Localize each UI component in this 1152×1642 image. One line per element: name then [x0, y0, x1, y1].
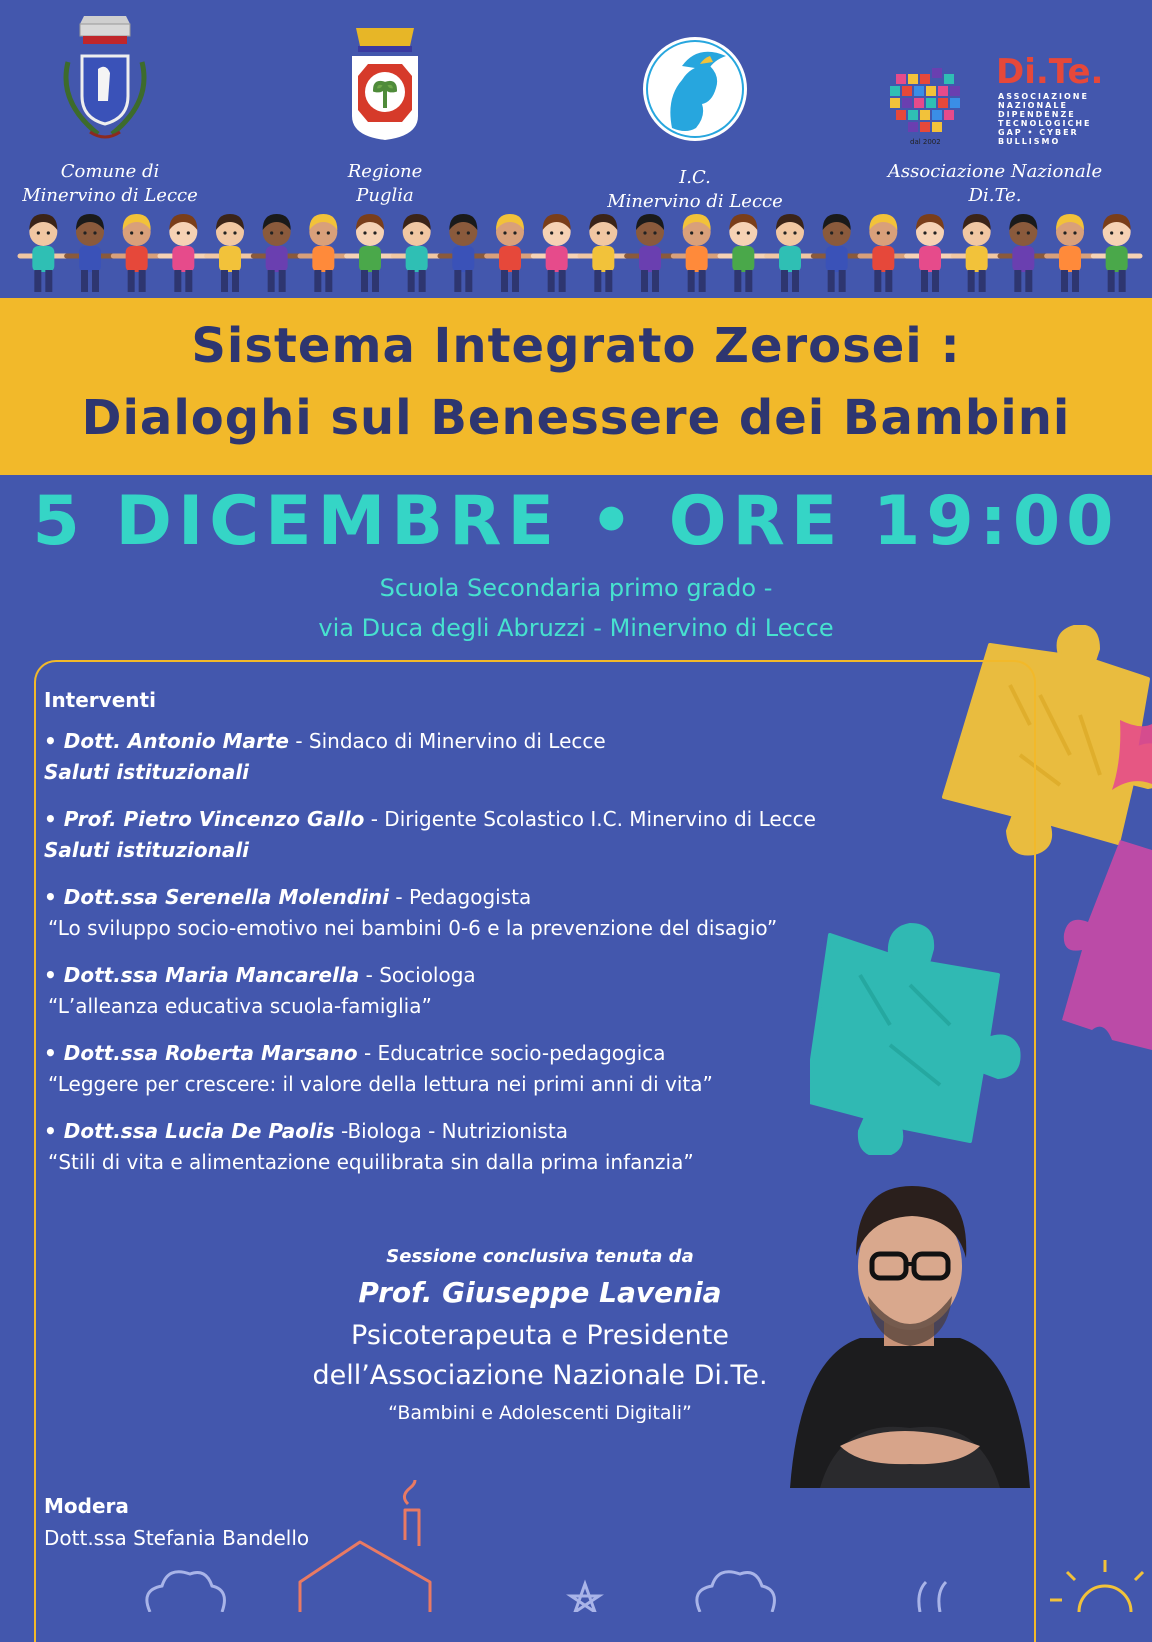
- child-figure: [487, 214, 534, 292]
- regione-puglia-logo: [350, 24, 420, 142]
- speaker-subtitle: Saluti istituzionali: [44, 838, 250, 862]
- logo-caption-ic: [595, 166, 795, 214]
- caption-line: Minervino di Lecce: [22, 185, 198, 206]
- logo-caption-comune: [10, 160, 210, 208]
- child-figure: [907, 214, 954, 292]
- dite-mosaic-logo: [888, 54, 970, 146]
- talk-title: “L’alleanza educativa scuola-famiglia”: [48, 994, 432, 1018]
- child-figure: [67, 214, 114, 292]
- dite-brand: Di.Te.: [996, 52, 1104, 92]
- speaker-item: [44, 804, 816, 866]
- title-line-2: Dialoghi sul Benessere dei Bambini: [81, 390, 1071, 446]
- closing-intro: Sessione conclusiva tenuta da: [386, 1246, 694, 1267]
- child-figure: [533, 214, 580, 292]
- dite-line: NAZIONALE: [998, 101, 1068, 110]
- speaker-name: • Dott. Antonio Marte: [44, 729, 289, 753]
- caption-line: Puglia: [356, 185, 414, 206]
- moderator-name: Dott.ssa Stefania Bandello: [44, 1526, 310, 1550]
- caption-line: I.C.: [679, 167, 711, 188]
- speaker-role: - Sociologa: [359, 963, 476, 987]
- pink-puzzle-corner: [1090, 720, 1152, 800]
- speaker-role: - Pedagogista: [389, 885, 532, 909]
- speaker-item: [44, 1038, 713, 1100]
- closing-role-2: dell’Associazione Nazionale Di.Te.: [312, 1360, 768, 1391]
- speaker-item: [44, 726, 606, 788]
- speaker-role: - Sindaco di Minervino di Lecce: [288, 729, 606, 753]
- child-figure: [300, 214, 347, 292]
- child-figure: [580, 214, 627, 292]
- children-row-illustration: [0, 212, 1152, 298]
- child-figure: [813, 214, 860, 292]
- speaker-name: • Dott.ssa Serenella Molendini: [44, 885, 390, 909]
- closing-speaker: Prof. Giuseppe Lavenia: [358, 1276, 722, 1309]
- dite-line: ASSOCIAZIONE: [998, 92, 1089, 101]
- speaker-role: - Dirigente Scolastico I.C. Minervino di Lecce: [364, 807, 816, 831]
- caption-line: Di.Te.: [968, 185, 1022, 206]
- child-figure: [673, 214, 720, 292]
- child-figure: [767, 214, 814, 292]
- bottom-doodles: [0, 1480, 1152, 1612]
- talk-title: “Lo sviluppo socio-emotivo nei bambini 0-6 e la prevenzione del disagio”: [48, 916, 778, 940]
- child-figure: [1000, 214, 1047, 292]
- caption-line: Associazione Nazionale: [887, 161, 1103, 182]
- dite-line: DIPENDENZE: [998, 110, 1076, 119]
- talk-title: “Leggere per crescere: il valore della lettura nei primi anni di vita”: [48, 1072, 713, 1096]
- pink-puzzle-piece: [1060, 830, 1152, 1070]
- closing-talk: “Bambini e Adolescenti Digitali”: [388, 1402, 692, 1424]
- dite-year: dal 2002: [910, 138, 941, 146]
- child-figure: [860, 214, 907, 292]
- child-figure: [113, 214, 160, 292]
- closing-role-1: Psicoterapeuta e Presidente: [351, 1320, 729, 1351]
- speaker-item: [44, 882, 777, 944]
- child-figure: [953, 214, 1000, 292]
- title-line-1: Sistema Integrato Zerosei :: [191, 318, 961, 374]
- child-figure: [207, 214, 254, 292]
- speaker-portrait: [780, 1176, 1040, 1488]
- child-figure: [393, 214, 440, 292]
- ic-minervino-logo: [642, 36, 748, 142]
- child-figure: [20, 214, 67, 292]
- venue-line-1: Scuola Secondaria primo grado -: [379, 574, 773, 602]
- interventi-heading: Interventi: [44, 688, 156, 712]
- dite-line: TECNOLOGICHE: [998, 119, 1092, 128]
- speaker-name: • Dott.ssa Roberta Marsano: [44, 1041, 358, 1065]
- child-figure: [440, 214, 487, 292]
- logo-caption-dite: [875, 160, 1115, 208]
- logo-caption-regione: [310, 160, 460, 208]
- speaker-name: • Dott.ssa Lucia De Paolis: [44, 1119, 335, 1143]
- caption-line: Comune di: [60, 161, 160, 182]
- talk-title: “Stili di vita e alimentazione equilibrata sin dalla prima infanzia”: [48, 1150, 694, 1174]
- child-figure: [1093, 214, 1140, 292]
- title-banner: [0, 298, 1152, 475]
- venue-line-2: via Duca degli Abruzzi - Minervino di Lecce: [318, 614, 834, 642]
- speaker-item: [44, 960, 476, 1022]
- child-figure: [160, 214, 207, 292]
- child-figure: [627, 214, 674, 292]
- speaker-name: • Prof. Pietro Vincenzo Gallo: [44, 807, 365, 831]
- speaker-role: - Educatrice socio-pedagogica: [357, 1041, 666, 1065]
- child-figure: [720, 214, 767, 292]
- speaker-role: -Biologa - Nutrizionista: [334, 1119, 568, 1143]
- speaker-name: • Dott.ssa Maria Mancarella: [44, 963, 360, 987]
- dite-subtitle: [998, 92, 1091, 146]
- dite-line: GAP • CYBER: [998, 128, 1079, 137]
- comune-crest-logo: [50, 14, 160, 149]
- moderator-label: Modera: [44, 1494, 129, 1518]
- speaker-subtitle: Saluti istituzionali: [44, 760, 250, 784]
- dite-line: BULLISMO: [998, 137, 1061, 146]
- child-figure: [1047, 214, 1094, 292]
- caption-line: Regione: [347, 161, 423, 182]
- speaker-item: [44, 1116, 694, 1178]
- child-figure: [253, 214, 300, 292]
- caption-line: Minervino di Lecce: [607, 191, 783, 212]
- event-date-time: 5 DICEMBRE • ORE 19:00: [32, 482, 1120, 561]
- child-figure: [347, 214, 394, 292]
